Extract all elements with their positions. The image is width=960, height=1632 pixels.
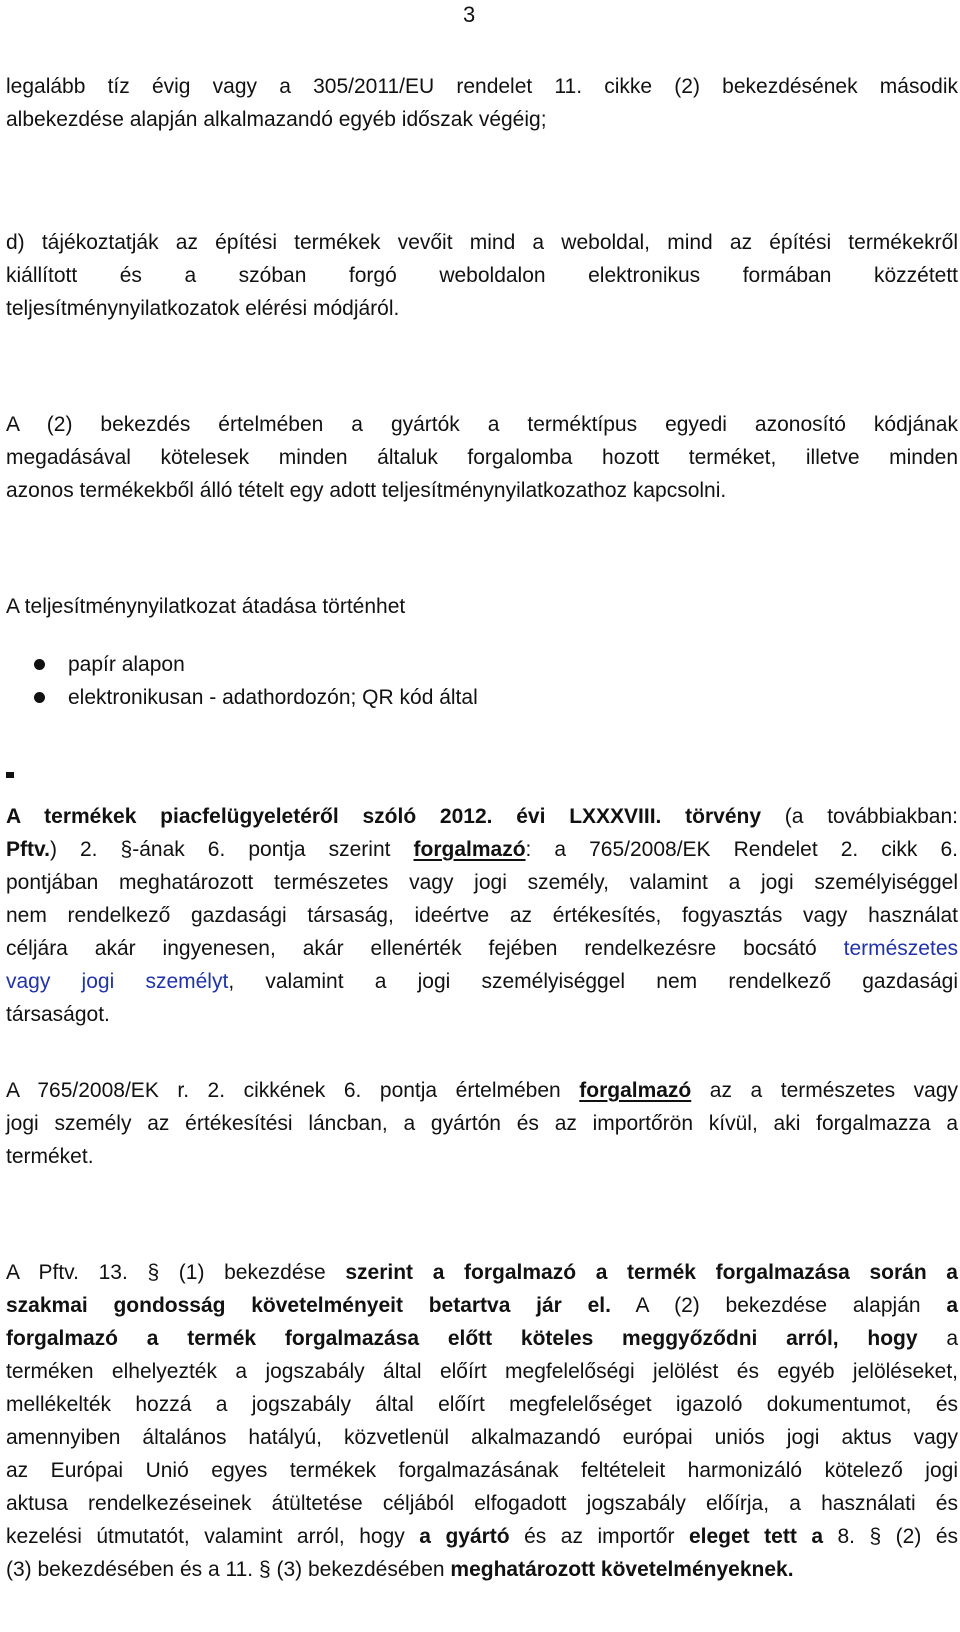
- text-line: azonos termékekből álló tételt egy adott teljesítménynyilatkozathoz kapcsolni.: [6, 479, 727, 502]
- emphasis: meghatározott követelményeknek.: [450, 1558, 794, 1581]
- text-line: kiállított és a szóban forgó weboldalon elektronikus formában közzétett: [6, 264, 958, 287]
- emphasis: a: [946, 1294, 958, 1317]
- text-line: nem rendelkező gazdasági társaság, ideértve az értékesítés, fogyasztás vagy használat: [6, 904, 958, 927]
- text-line: megadásával kötelesek minden általuk forgalomba hozott terméket, illetve minden: [6, 446, 958, 469]
- list-item-label: papír alapon: [68, 653, 185, 676]
- text-line: [6, 1553, 958, 1586]
- paragraph-5: [6, 800, 958, 1031]
- emphasis: szakmai gondosság követelményeit betartva jár el.: [6, 1294, 611, 1317]
- delivery-methods-list: [6, 648, 478, 714]
- text-line: jogi személy az értékesítési láncban, a gyártón és az importőrön kívül, aki forgalmazza a: [6, 1112, 958, 1135]
- text-line: [6, 932, 958, 965]
- text-span: és az importőr: [509, 1525, 689, 1548]
- text-line: [6, 800, 958, 833]
- text-span: A 765/2008/EK r. 2. cikkének 6. pontja értelmében: [6, 1079, 580, 1102]
- text-line: legalább tíz évig vagy a 305/2011/EU rendelet 11. cikke (2) bekezdésének második: [6, 75, 958, 98]
- text-line: [6, 1074, 958, 1107]
- law-title: A termékek piacfelügyeletéről szóló 2012. évi LXXXVIII. törvény: [6, 805, 762, 828]
- bullet-icon: [34, 692, 45, 703]
- text-span: céljára akár ingyenesen, akár ellenérték fejében rendelkezésre bocsátó: [6, 937, 844, 960]
- text-line: [6, 833, 958, 866]
- paragraph-7: [6, 1256, 958, 1586]
- text-line: [6, 1520, 958, 1553]
- text-line: pontjában meghatározott természetes vagy jogi személy, valamint a jogi személyiséggel: [6, 871, 958, 894]
- emphasis: eleget tett a: [688, 1525, 823, 1548]
- text-span: kezelési útmutatót, valamint arról, hogy: [6, 1525, 420, 1548]
- text-line: az Európai Unió egyes termékek forgalmazásának feltételeit harmonizáló kötelező jogi: [6, 1459, 958, 1482]
- text-line: amennyiben általános hatályú, közvetlenül alkalmazandó európai uniós jogi aktus vagy: [6, 1426, 958, 1449]
- abbreviation: Pftv.: [6, 838, 50, 861]
- text-line: [6, 965, 958, 998]
- paragraph-4: [6, 590, 958, 623]
- paragraph-3: [6, 408, 958, 507]
- dash-marker: [6, 772, 14, 778]
- page-number: 3: [463, 2, 476, 27]
- text-line: mellékelték hozzá a jogszabály által előírt megfelelőséget igazoló dokumentumot, és: [6, 1393, 958, 1416]
- text-span: A Pftv. 13. § (1) bekezdése: [6, 1261, 346, 1284]
- text-line: [6, 1322, 958, 1355]
- text-span: : a 765/2008/EK Rendelet 2. cikk 6.: [525, 838, 958, 861]
- text-line: terméket.: [6, 1145, 94, 1168]
- text-line: [6, 1256, 958, 1289]
- text-line: albekezdése alapján alkalmazandó egyéb időszak végéig;: [6, 108, 547, 131]
- paragraph-1: [6, 70, 958, 136]
- text-span: (3) bekezdésében és a 11. § (3) bekezdésében: [6, 1558, 451, 1581]
- paragraph-6: [6, 1074, 958, 1173]
- highlight-text: vagy jogi személyt: [6, 970, 229, 993]
- text-line: [6, 1289, 958, 1322]
- text-line: társaságot.: [6, 1003, 110, 1026]
- text-line: A (2) bekezdés értelmében a gyártók a terméktípus egyedi azonosító kódjának: [6, 413, 958, 436]
- emphasis: szerint a forgalmazó a termék forgalmazása során a: [345, 1261, 958, 1284]
- text-span: , valamint a jogi személyiséggel nem rendelkező gazdasági: [228, 970, 958, 993]
- list-item: [6, 681, 478, 714]
- text-line: terméken elhelyezték a jogszabály által előírt megfelelőségi jelölést és egyéb jelöléseket,: [6, 1360, 958, 1383]
- paragraph-2: [6, 226, 958, 325]
- bullet-icon: [34, 659, 45, 670]
- text-line: teljesítménynyilatkozatok elérési módjáról.: [6, 297, 400, 320]
- emphasis: forgalmazó a termék forgalmazása előtt köteles meggyőződni arról, hogy: [6, 1327, 918, 1350]
- list-item: [6, 648, 478, 681]
- highlight-text: természetes: [843, 937, 958, 960]
- text-line: A teljesítménynyilatkozat átadása történhet: [6, 595, 406, 618]
- emphasis: a gyártó: [419, 1525, 510, 1548]
- text-line: d) tájékoztatják az építési termékek vevőit mind a weboldal, mind az építési termékekről: [6, 231, 958, 254]
- text-line: aktusa rendelkezéseinek átültetése céljából elfogadott jogszabály előírja, a használati és: [6, 1492, 958, 1515]
- text-span: A (2) bekezdése alapján: [610, 1294, 947, 1317]
- text-span: 8. § (2) és: [823, 1525, 958, 1548]
- defined-term: forgalmazó: [579, 1079, 692, 1102]
- defined-term: forgalmazó: [413, 838, 526, 861]
- text-span: az a természetes vagy: [691, 1079, 958, 1102]
- list-item-label: elektronikusan - adathordozón; QR kód által: [68, 686, 478, 709]
- text-span: a: [917, 1327, 958, 1350]
- text-span: ) 2. §-ának 6. pontja szerint: [49, 838, 414, 861]
- text-span: (a továbbiakban:: [761, 805, 958, 828]
